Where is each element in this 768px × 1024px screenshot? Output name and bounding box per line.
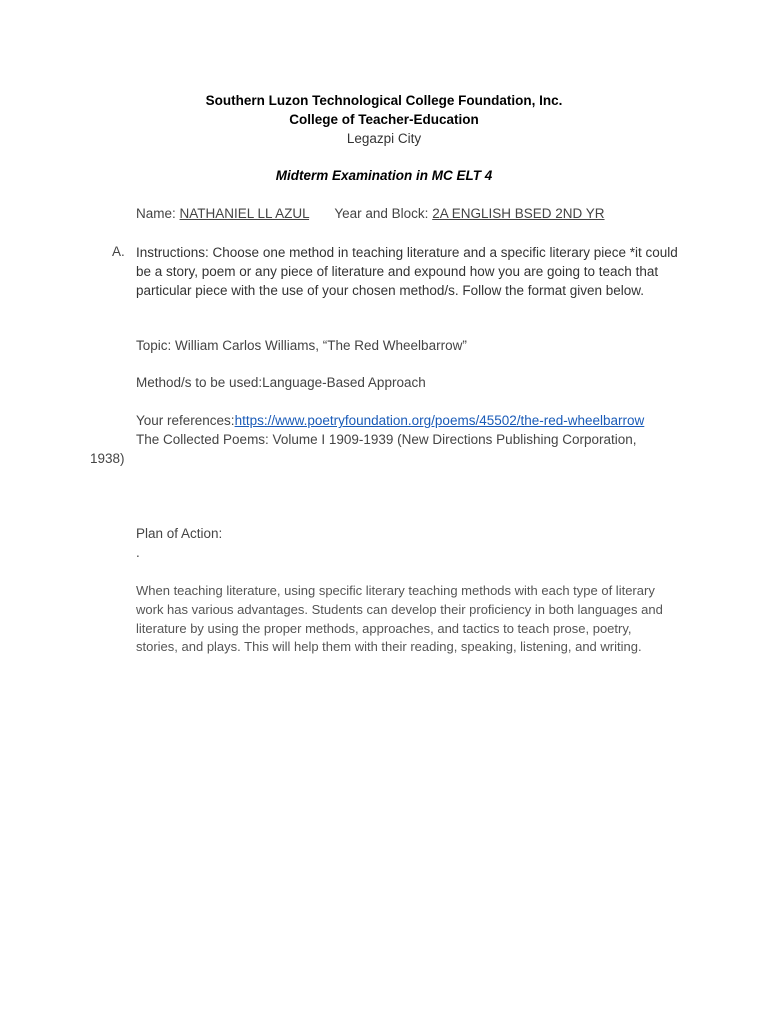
method-line: Method/s to be used:Language-Based Approach (136, 375, 426, 390)
name-label: Name: (136, 206, 176, 221)
references-book-line1: The Collected Poems: Volume I 1909-1939 (New Directions Publishing Corporation, (136, 432, 637, 447)
city-name: Legazpi City (346, 131, 422, 146)
exam-title: Midterm Examination in MC ELT 4 (275, 168, 493, 183)
block-value: 2A ENGLISH BSED 2ND YR (432, 206, 605, 221)
references-link[interactable]: https://www.poetryfoundation.org/poems/45502/the-red-wheelbarrow (234, 413, 645, 428)
instructions-text: Instructions: Choose one method in teaching literature and a specific literary piece *it could be a story, poem or any piece of literature and expound how you are going to teach that particular piece with the use of your chosen method/s. Follow the format given below. (136, 245, 678, 298)
section-marker: A. (112, 244, 125, 259)
institution-name: Southern Luzon Technological College Foundation, Inc. (205, 93, 563, 108)
references-book-line2: 1938) (90, 451, 125, 466)
plan-body: When teaching literature, using specific literary teaching methods with each type of literary work has various advantages. Students can develop their proficiency in both languages and literature by using the proper methods, approaches, and tactics to teach prose, poetry, stories, and plays. This will help them with their reading, speaking, listening, and writing. (136, 583, 663, 655)
college-name: College of Teacher-Education (289, 112, 479, 127)
references-label: Your references: (136, 413, 235, 428)
plan-dot: . (136, 545, 140, 560)
name-value: NATHANIEL LL AZUL (179, 206, 310, 221)
topic-line: Topic: William Carlos Williams, “The Red Wheelbarrow” (136, 338, 467, 353)
student-info-line (136, 206, 605, 221)
plan-label: Plan of Action: (136, 526, 223, 541)
block-label: Year and Block: (334, 206, 429, 221)
references-line (136, 413, 644, 428)
